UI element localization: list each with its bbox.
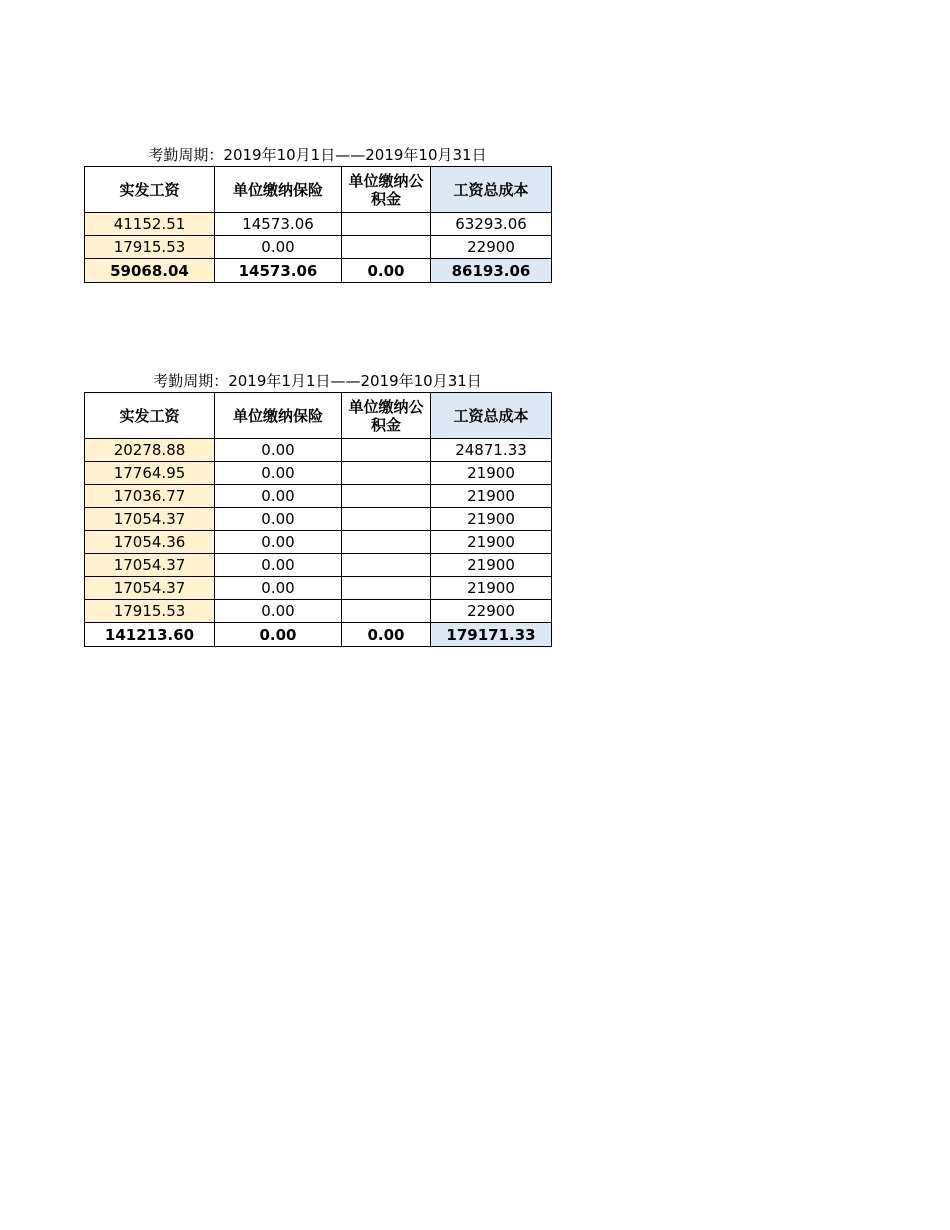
table-row [85,600,552,623]
cell-company-insurance: 0.00 [215,623,342,647]
cell-company-insurance: 0.00 [215,462,342,485]
header-total-cost: 工资总成本 [431,393,552,439]
payroll-table [84,166,552,283]
cell-total-cost: 21900 [431,554,552,577]
cell-net-salary: 17036.77 [85,485,215,508]
cell-company-insurance: 0.00 [215,554,342,577]
cell-company-housing-fund [342,508,431,531]
payroll-summary-year-to-date [84,370,551,647]
cell-net-salary: 17764.95 [85,462,215,485]
cell-company-insurance: 0.00 [215,236,342,259]
header-company-insurance: 单位缴纳保险 [215,393,342,439]
table-row [85,439,552,462]
header-company-insurance: 单位缴纳保险 [215,167,342,213]
cell-total-cost: 21900 [431,462,552,485]
table-row [85,508,552,531]
header-net-salary: 实发工资 [85,393,215,439]
cell-total-cost: 63293.06 [431,213,552,236]
cell-total-cost: 22900 [431,236,552,259]
cell-net-salary: 141213.60 [85,623,215,647]
cell-company-insurance: 0.00 [215,485,342,508]
header-row [85,393,552,439]
cell-company-housing-fund [342,577,431,600]
header-company-housing-fund: 单位缴纳公积金 [342,167,431,213]
cell-total-cost: 21900 [431,485,552,508]
cell-company-insurance: 14573.06 [215,213,342,236]
cell-company-housing-fund [342,236,431,259]
table-row [85,213,552,236]
cell-company-housing-fund [342,213,431,236]
cell-total-cost: 22900 [431,600,552,623]
header-company-housing-fund: 单位缴纳公积金 [342,393,431,439]
table-row [85,531,552,554]
cell-company-insurance: 0.00 [215,600,342,623]
cell-total-cost: 21900 [431,508,552,531]
cell-net-salary: 17054.37 [85,554,215,577]
cell-company-housing-fund: 0.00 [342,623,431,647]
cell-net-salary: 41152.51 [85,213,215,236]
header-row [85,167,552,213]
cell-company-insurance: 0.00 [215,508,342,531]
cell-total-cost: 179171.33 [431,623,552,647]
cell-net-salary: 17054.36 [85,531,215,554]
payroll-table [84,392,552,647]
period-caption: 考勤周期：2019年10月1日——2019年10月31日 [148,146,487,164]
header-total-cost: 工资总成本 [431,167,552,213]
total-row [85,623,552,647]
cell-net-salary: 17915.53 [85,236,215,259]
table-body [85,439,552,647]
cell-company-insurance: 14573.06 [215,259,342,283]
cell-net-salary: 59068.04 [85,259,215,283]
cell-total-cost: 86193.06 [431,259,552,283]
cell-total-cost: 21900 [431,577,552,600]
cell-net-salary: 20278.88 [85,439,215,462]
cell-company-housing-fund [342,462,431,485]
total-row [85,259,552,283]
cell-total-cost: 21900 [431,531,552,554]
cell-company-housing-fund [342,600,431,623]
cell-net-salary: 17054.37 [85,577,215,600]
table-body [85,213,552,283]
cell-company-housing-fund [342,485,431,508]
table-row [85,577,552,600]
cell-company-insurance: 0.00 [215,439,342,462]
cell-company-insurance: 0.00 [215,531,342,554]
cell-company-insurance: 0.00 [215,577,342,600]
header-net-salary: 实发工资 [85,167,215,213]
cell-net-salary: 17915.53 [85,600,215,623]
cell-company-housing-fund [342,554,431,577]
table-row [85,236,552,259]
table-row [85,485,552,508]
table-row [85,462,552,485]
table-row [85,554,552,577]
cell-company-housing-fund [342,531,431,554]
cell-total-cost: 24871.33 [431,439,552,462]
payroll-summary-october [84,144,551,283]
period-caption: 考勤周期：2019年1月1日——2019年10月31日 [153,372,482,390]
cell-company-housing-fund: 0.00 [342,259,431,283]
cell-net-salary: 17054.37 [85,508,215,531]
cell-company-housing-fund [342,439,431,462]
